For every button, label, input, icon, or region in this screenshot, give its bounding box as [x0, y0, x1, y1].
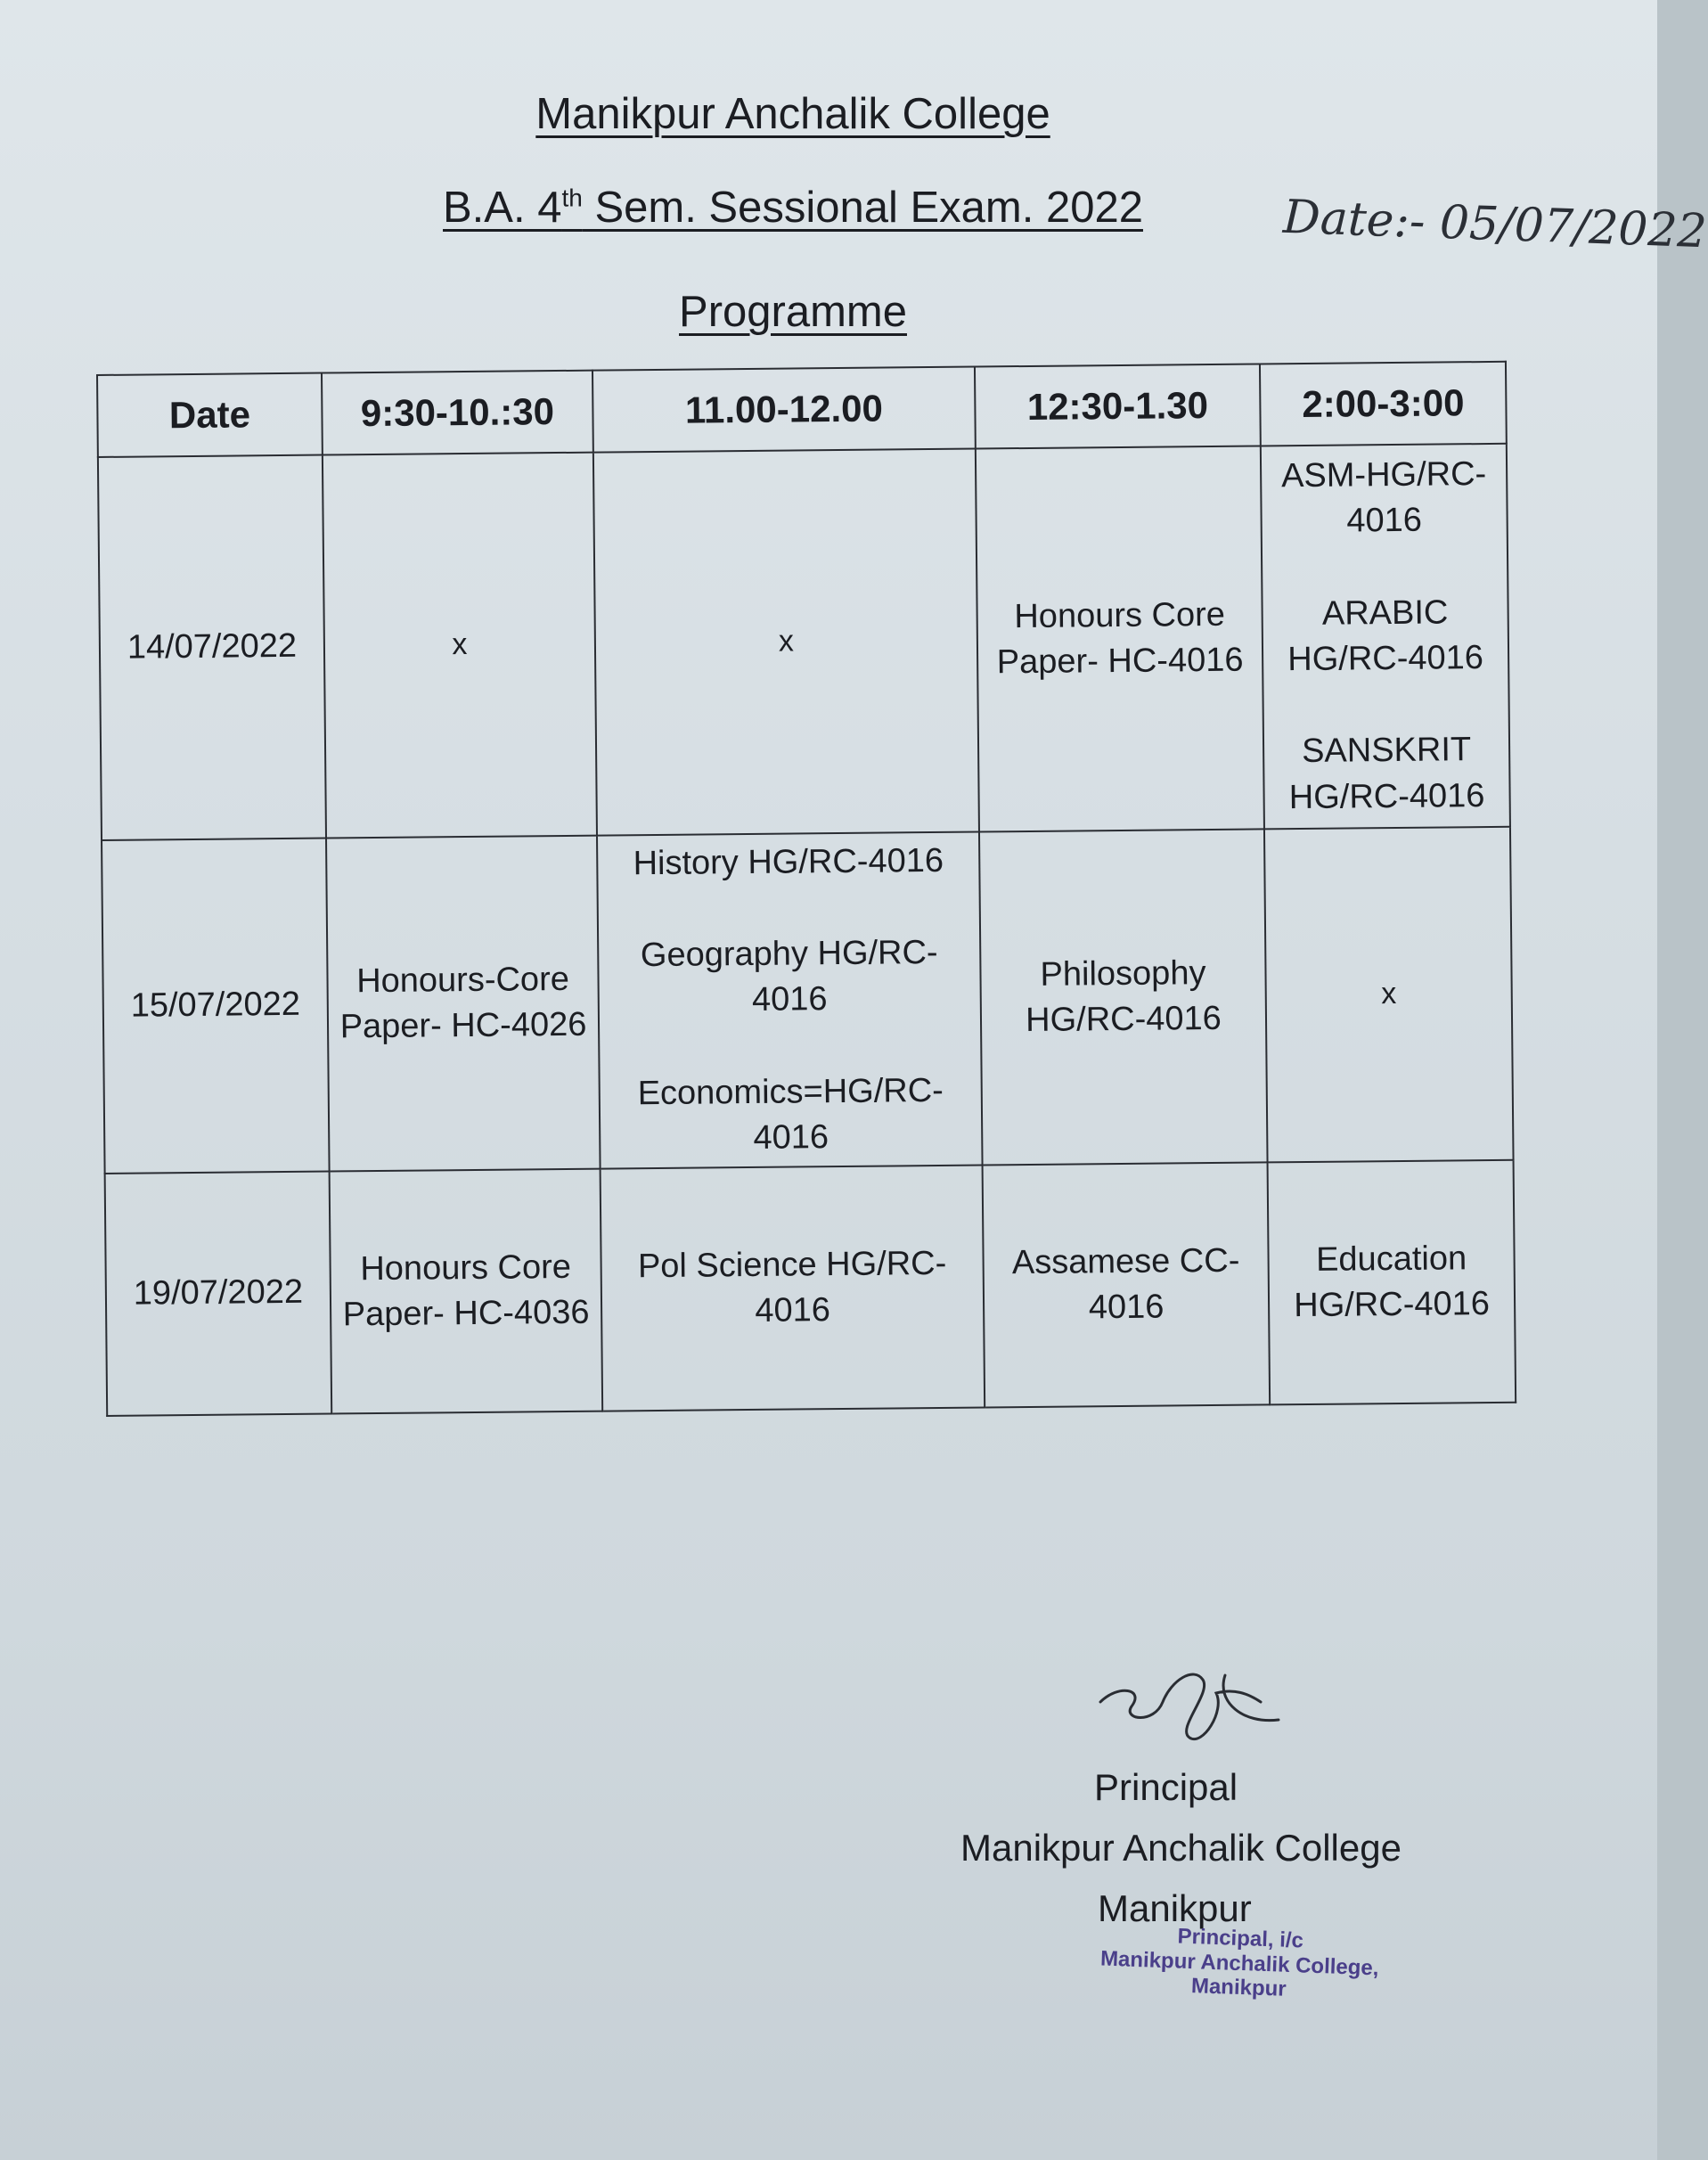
principal-signature [1091, 1640, 1287, 1773]
stamp-line: Manikpur Anchalik College, [1099, 1946, 1379, 1981]
paper-entry: SANSKRIT HG/RC-4016 [1288, 731, 1485, 816]
college-title: Manikpur Anchalik College [535, 90, 1050, 138]
slot-cell: Education HG/RC-4016 [1268, 1160, 1516, 1405]
slot-cell [597, 832, 983, 1169]
slot-cell: x [593, 449, 979, 836]
signatory-designation: Principal [1094, 1766, 1238, 1808]
stamp-line: Principal, i/c [1177, 1924, 1304, 1953]
column-header-slot-2: 11.00-12.00 [592, 367, 976, 453]
table-row [98, 444, 1510, 840]
signatory-college: Manikpur Anchalik College [960, 1827, 1402, 1869]
slot-cell: Pol Science HG/RC-4016 [601, 1165, 985, 1411]
column-header-slot-4: 2:00-3:00 [1260, 362, 1507, 446]
paper-entry: ARABIC HG/RC-4016 [1287, 593, 1484, 679]
date-cell: 15/07/2022 [102, 839, 330, 1174]
signatory-place: Manikpur [1098, 1887, 1252, 1929]
official-stamp [1099, 1922, 1380, 2006]
paper-entry: History HG/RC-4016 [633, 841, 944, 882]
date-cell: 19/07/2022 [105, 1172, 332, 1416]
column-header-date: Date [97, 373, 323, 457]
paper-entry: Geography HG/RC-4016 [640, 934, 938, 1019]
handwritten-date: Date:- 05/07/2022 [1282, 190, 1708, 259]
column-header-slot-1: 9:30-10.:30 [322, 371, 593, 455]
date-cell: 14/07/2022 [98, 455, 326, 840]
slot-cell: Honours-Core Paper- HC-4026 [326, 836, 601, 1172]
paper-entry: Economics=HG/RC-4016 [637, 1071, 944, 1157]
table-row [102, 827, 1514, 1174]
slot-cell: Philosophy HG/RC-4016 [979, 829, 1268, 1165]
programme-heading: Programme [679, 288, 907, 336]
slot-cell: Honours Core Paper- HC-4016 [976, 446, 1264, 831]
exam-title-rest: Sem. Sessional Exam. 2022 [582, 184, 1143, 232]
slot-cell: x [323, 453, 597, 839]
slot-cell: x [1264, 827, 1514, 1163]
stamp-line: Manikpur [1190, 1974, 1287, 2002]
exam-title-superscript: th [561, 184, 583, 212]
table-header-row [97, 362, 1507, 457]
slot-cell: Assamese CC-4016 [983, 1162, 1271, 1407]
table-row [105, 1160, 1516, 1416]
column-header-slot-3: 12:30-1.30 [975, 364, 1261, 448]
slot-cell: Honours Core Paper- HC-4036 [330, 1169, 603, 1414]
slot-cell [1261, 444, 1510, 830]
exam-schedule-table [96, 361, 1516, 1417]
paper-entry: ASM-HG/RC-4016 [1280, 455, 1487, 540]
exam-title-main: B.A. 4 [443, 184, 562, 232]
